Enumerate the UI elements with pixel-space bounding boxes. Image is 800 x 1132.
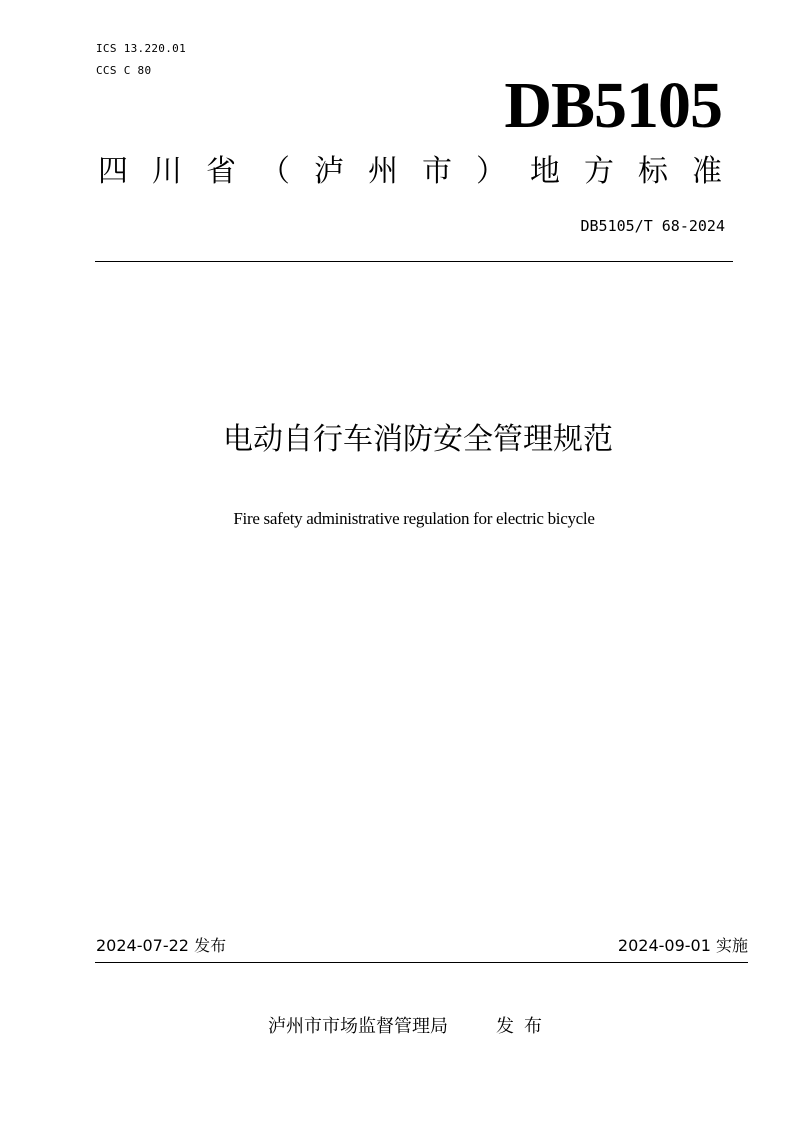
standard-type-char: ） xyxy=(476,154,506,189)
standard-code: DB5105 xyxy=(504,69,722,142)
issuer-line xyxy=(268,1014,552,1040)
standard-type-char: （ xyxy=(260,154,290,189)
standard-type-char: 准 xyxy=(692,154,722,189)
standard-type-char: 泸 xyxy=(314,154,344,189)
standard-type xyxy=(98,152,722,192)
issuer-name: 泸州市市场监督管理局 xyxy=(268,1016,448,1037)
standard-type-char: 川 xyxy=(152,154,182,189)
header-divider xyxy=(95,261,733,262)
standard-number: DB5105/T 68-2024 xyxy=(580,217,725,235)
standard-type-char: 标 xyxy=(638,154,668,189)
ccs-code: CCS C 80 xyxy=(96,64,152,77)
standard-type-char: 地 xyxy=(530,154,560,189)
standard-type-char: 方 xyxy=(584,154,614,189)
issuer-action: 发布 xyxy=(496,1016,552,1037)
standard-type-char: 省 xyxy=(206,154,236,189)
document-title-zh: 电动自行车消防安全管理规范 xyxy=(223,422,613,457)
release-date: 2024-07-22 发布 xyxy=(96,936,227,955)
footer-divider xyxy=(95,962,748,963)
standard-type-char: 州 xyxy=(368,154,398,189)
standard-type-char: 四 xyxy=(98,154,128,189)
ics-code: ICS 13.220.01 xyxy=(96,42,186,55)
document-title-en: Fire safety administrative regulation for electric bicycle xyxy=(233,509,595,528)
standard-type-char: 市 xyxy=(422,154,452,189)
implement-date: 2024-09-01 实施 xyxy=(617,936,748,955)
